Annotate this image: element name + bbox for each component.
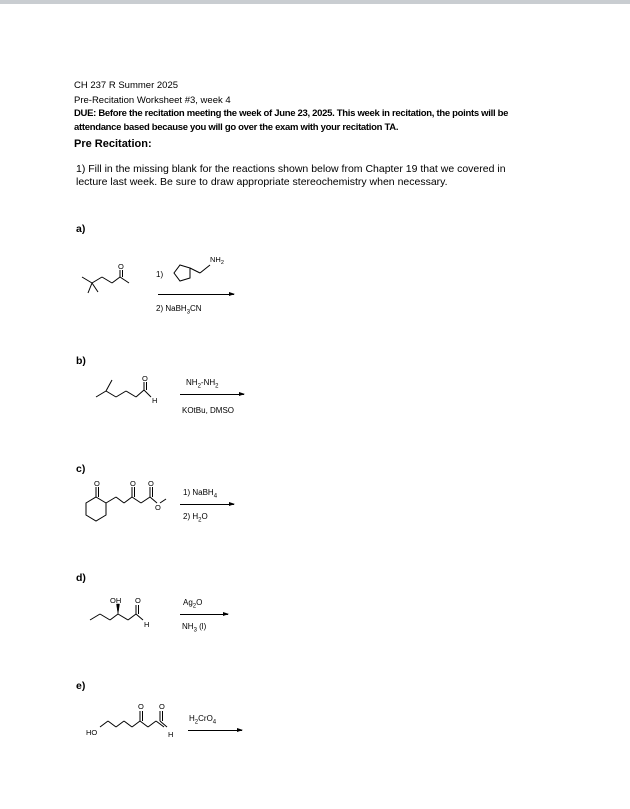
atom-label: O (142, 374, 148, 383)
part-d-label: d) (76, 572, 86, 584)
part-a-label: a) (76, 223, 86, 235)
atom-label: O (138, 702, 144, 711)
part-d-reaction-arrow (180, 614, 228, 615)
atom-label: H (152, 396, 158, 405)
part-e-reagent-top: $H_2CrO_4$ (189, 714, 217, 726)
part-c-reaction-arrow (180, 504, 234, 505)
part-a-cyclopentylmethylamine (170, 255, 240, 287)
atom-label: H (168, 730, 174, 739)
atom-label: HO (86, 728, 98, 737)
atom-label: OH (110, 596, 122, 605)
atom-label: O (130, 479, 136, 488)
part-d-reagent-bottom: $NH_3$ (l) (182, 622, 207, 634)
atom-label: O (94, 479, 100, 488)
part-a-starting-ketone (82, 262, 152, 298)
due-line-1: DUE: Before the recitation meeting the week of June 23, 2025. This week in recitation, the points will be (74, 108, 509, 119)
part-e-reaction-arrow (188, 730, 242, 731)
part-d-hydroxy-aldehyde (90, 597, 170, 637)
part-a-reagent-step1: 1) (156, 270, 164, 279)
part-a-reagent-bottom: 2) NaBH$_3$CN (156, 304, 202, 316)
atom-label: O (118, 262, 124, 271)
part-c-reagent-bottom: 2) $H_2O$ (183, 512, 208, 524)
part-b-reaction-arrow (180, 394, 244, 395)
atom-label: O (135, 596, 141, 605)
atom-label: H (144, 620, 150, 629)
part-e-aldehyde-carbonyl (86, 697, 186, 742)
due-line-2: attendance based because you will go over the exam with your recitation TA. (74, 122, 399, 133)
part-b-reagent-top: $NH_2-NH_2$ (186, 378, 219, 390)
section-title: Pre Recitation: (74, 138, 152, 150)
part-b-aldehyde (96, 370, 166, 410)
part-d-reagent-top: $Ag_2O$ (183, 598, 203, 610)
part-c-label: c) (76, 463, 86, 475)
part-a-reaction-arrow (158, 294, 234, 295)
question-line-2: lecture last week. Be sure to draw appropriate stereochemistry when necessary. (76, 176, 448, 188)
question-line-1: 1) Fill in the missing blank for the reactions shown below from Chapter 19 that we covered in (76, 163, 506, 175)
part-c-reagent-top: 1) NaBH$_4$ (183, 488, 218, 500)
worksheet-page (0, 4, 630, 809)
part-b-reagent-bottom: KOtBu, DMSO (182, 406, 235, 415)
part-a-amine-group: $NH_2$ (210, 255, 224, 266)
atom-label: O (148, 479, 154, 488)
part-b-label: b) (76, 355, 86, 367)
course-title: CH 237 R Summer 2025 (74, 80, 179, 91)
atom-label: O (159, 702, 165, 711)
atom-label: O (155, 503, 161, 512)
part-c-ketoester (86, 480, 176, 540)
worksheet-title: Pre-Recitation Worksheet #3, week 4 (74, 95, 231, 106)
part-e-label: e) (76, 680, 86, 692)
